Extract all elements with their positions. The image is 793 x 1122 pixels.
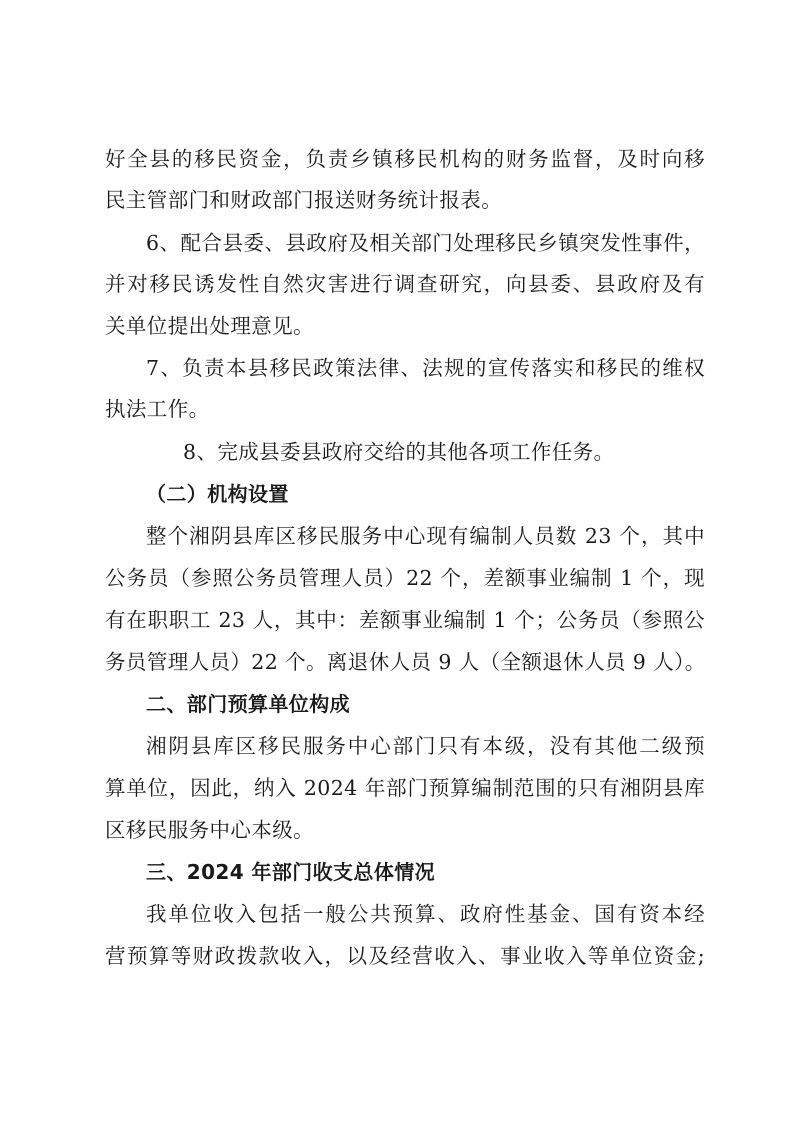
list-item-7-line: 7、负责本县移民政策法律、法规的宣传落实和移民的维权 [146,356,705,380]
body-text-line: 整个湘阴县库区移民服务中心现有编制人员数 23 个，其中 [146,524,705,548]
body-text-line: 并对移民诱发性自然灾害进行调查研究，向县委、县政府及有 [105,272,705,296]
body-text-line: 关单位提出处理意见。 [105,314,314,338]
list-item-8-line: 8、完成县委县政府交给的其他各项工作任务。 [183,440,615,464]
body-text-line: 营预算等财政拨款收入，以及经营收入、事业收入等单位资金; [105,944,705,968]
body-text-line: 有在职职工 23 人，其中：差额事业编制 1 个；公务员（参照公 [105,608,705,632]
section-heading-org-setup: （二）机构设置 [146,482,289,506]
body-text-line: 湘阴县库区移民服务中心部门只有本级，没有其他二级预 [146,734,705,758]
section-heading-revenue-expenditure: 三、2024 年部门收支总体情况 [146,860,436,884]
body-text-line: 算单位，因此，纳入 2024 年部门预算编制范围的只有湘阴县库 [105,776,705,800]
list-item-6-line: 6、配合县委、县政府及相关部门处理移民乡镇突发性事件， [146,231,705,255]
body-text-line: 民主管部门和财政部门报送财务统计报表。 [105,188,503,212]
body-text-line: 我单位收入包括一般公共预算、政府性基金、国有资本经 [146,902,705,926]
section-heading-budget-units: 二、部门预算单位构成 [146,692,350,716]
body-text-line: 公务员（参照公务员管理人员）22 个，差额事业编制 1 个，现 [105,566,705,590]
body-text-line: 务员管理人员）22 个。离退休人员 9 人（全额退休人员 9 人）。 [105,650,706,674]
body-text-line: 区移民服务中心本级。 [105,818,314,842]
body-text-line: 执法工作。 [105,397,210,421]
body-text-line: 好全县的移民资金，负责乡镇移民机构的财务监督，及时向移 [105,147,705,171]
